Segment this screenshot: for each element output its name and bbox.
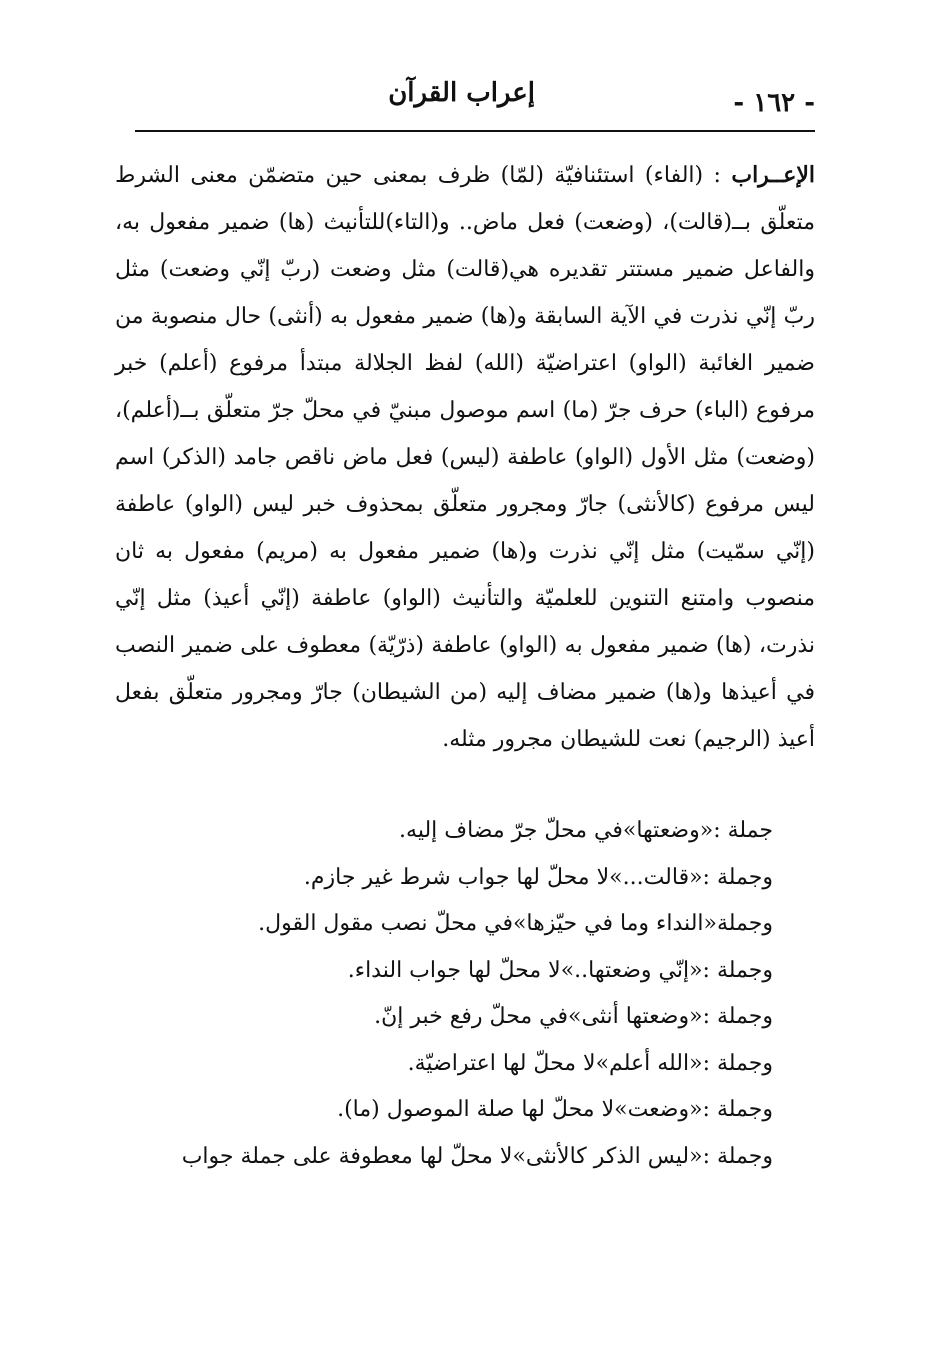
list-item: وجملة :«وضعت»لا محلّ لها صلة الموصول (ما). xyxy=(337,1097,773,1122)
paragraph xyxy=(115,152,815,763)
list-item: وجملة :«قالت...»لا محلّ لها جواب شرط غير جازم. xyxy=(303,864,773,890)
list-item: وجملة«النداء وما في حيّزها»في محلّ نصب مقول القول. xyxy=(258,911,773,936)
page-header xyxy=(135,72,815,130)
list-item: وجملة :«الله أعلم»لا محلّ لها اعتراضيّة. xyxy=(407,1050,773,1076)
section-lead: الإعــراب xyxy=(731,162,815,188)
page-number: - ١٦٢ - xyxy=(733,88,815,118)
list-item: وجملة :«ليس الذكر كالأنثى»لا محلّ لها معطوفة على جملة جواب xyxy=(181,1143,773,1169)
irab-paragraph xyxy=(115,152,815,763)
running-title: إعراب القرآن xyxy=(388,78,535,108)
sentence-list xyxy=(133,808,773,1180)
list-item: وجملة :«إنّي وضعتها..»لا محلّ لها جواب النداء. xyxy=(347,957,773,983)
header-divider xyxy=(135,130,815,132)
list-item: جملة :«وضعتها»في محلّ جرّ مضاف إليه. xyxy=(399,818,773,843)
list-item: وجملة :«وضعتها أنثى»في محلّ رفع خبر إنّ. xyxy=(374,1004,773,1029)
paragraph-text: : (الفاء) استئنافيّة (لمّا) ظرف بمعنى حين متضمّن معنى الشرط متعلّق بــ(قالت)، (وضعت) فعل ماض.. و(التاء)للتأنيث (ها) ضمير مفعول به، والفاعل ضمير مستتر تقديره هي(قالت) مثل وضعت (ربّ إنّي وضعت) مثل ربّ إنّي نذرت في الآية السابقة و(ها) ضمير مفعول به (أنثى) حال منصوبة من ضمير الغائبة (الواو) اعتراضيّة (الله) لفظ الجلالة مبتدأ مرفوع (أعلم) خبر مرفوع (الباء) حرف جرّ (ما) اسم موصول مبنيّ في محلّ جرّ متعلّق بــ(أعلم)، (وضعت) مثل الأول (الواو) عاطفة (ليس) فعل ماض ناقص جامد (الذكر) اسم ليس مرفوع (كالأنثى) جارّ ومجرور متعلّق بمحذوف خبر ليس (الواو) عاطفة (إنّي سمّيت) مثل إنّي نذرت و(ها) ضمير مفعول به (مريم) مفعول به ثان منصوب وامتنع التنوين للعلميّة والتأنيث (الواو) عاطفة (إنّي أعيذ) مثل إنّي نذرت، (ها) ضمير مفعول به (الواو) عاطفة (ذرّيّة) معطوف على ضمير النصب في أعيذها و(ها) ضمير مضاف إليه (من الشيطان) جارّ ومجرور متعلّق بفعل أعيذ (الرجيم) نعت للشيطان مجرور مثله. xyxy=(115,163,815,752)
